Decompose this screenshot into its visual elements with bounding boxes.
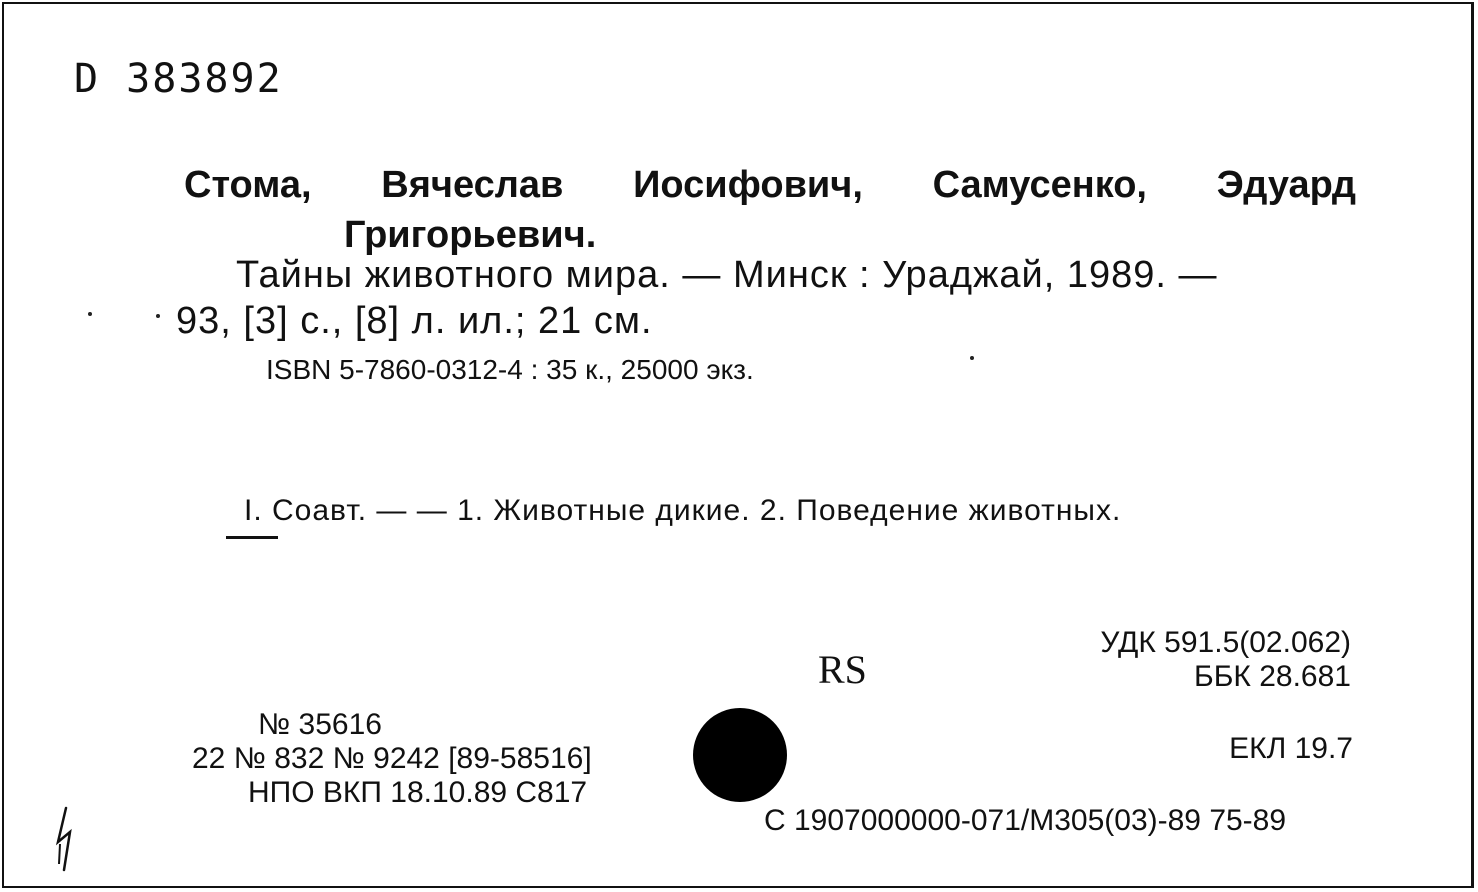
registration-line: 22 № 832 № 9242 [89-58516]: [192, 742, 592, 775]
author-word: Стома,: [184, 164, 312, 206]
ekl-code: ЕКЛ 19.7: [1229, 732, 1353, 765]
author-heading-continued: Григорьевич.: [344, 214, 597, 256]
printer-line: НПО ВКП 18.10.89 С817: [248, 776, 588, 809]
registration-block: [192, 708, 592, 810]
author-heading: [184, 164, 1356, 207]
author-word: Эдуард: [1216, 164, 1356, 206]
author-word: Самусенко,: [932, 164, 1147, 206]
handwritten-mark: [48, 804, 78, 874]
author-word: Иосифович,: [633, 164, 863, 206]
title-statement: Тайны животного мира. — Минск : Ураджай, 1989. —: [236, 254, 1218, 296]
underline-mark: [226, 536, 278, 539]
speck-mark: [970, 356, 974, 360]
isbn-price-line: ISBN 5-7860-0312-4 : 35 к., 25000 экз.: [266, 354, 754, 385]
author-word: Вячеслав: [381, 164, 564, 206]
classification-block: [1100, 626, 1351, 694]
catalog-code-line: С 1907000000-071/М305(03)-89 75-89: [764, 804, 1287, 837]
physical-description: 93, [3] с., [8] л. ил.; 21 см.: [176, 300, 653, 342]
rs-mark: RS: [818, 647, 867, 692]
registration-number: № 35616: [258, 708, 382, 741]
bbk-code: ББК 28.681: [1194, 660, 1351, 693]
udk-code: УДК 591.5(02.062): [1100, 626, 1351, 659]
speck-mark: [88, 312, 92, 316]
catalog-card: [2, 2, 1474, 888]
tracings: I. Соавт. — — 1. Животные дикие. 2. Поведение животных.: [244, 494, 1122, 527]
speck-mark: [156, 314, 160, 318]
punch-hole: [693, 708, 787, 802]
shelfmark: D 383892: [74, 56, 283, 102]
